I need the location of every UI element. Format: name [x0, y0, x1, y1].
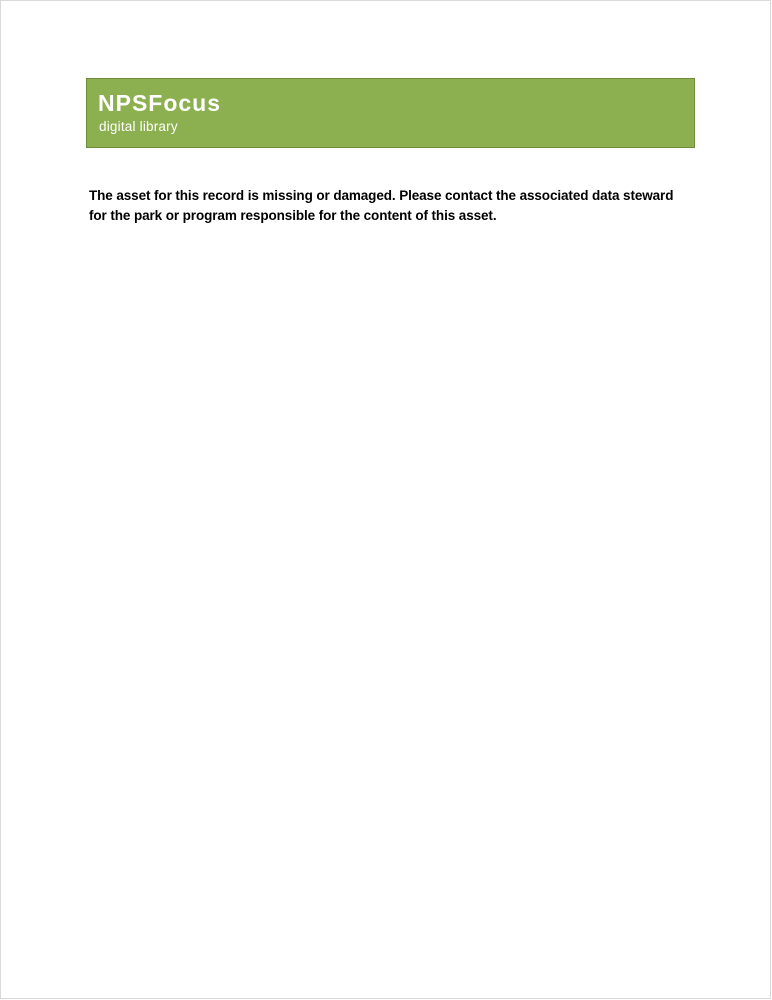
- nps-focus-banner: [86, 78, 695, 148]
- banner-subtitle: digital library: [99, 119, 178, 134]
- missing-asset-message: The asset for this record is missing or damaged. Please contact the associated data steward for the park or program responsible for the content of this asset.: [89, 188, 674, 223]
- banner-title: NPSFocus: [98, 90, 222, 116]
